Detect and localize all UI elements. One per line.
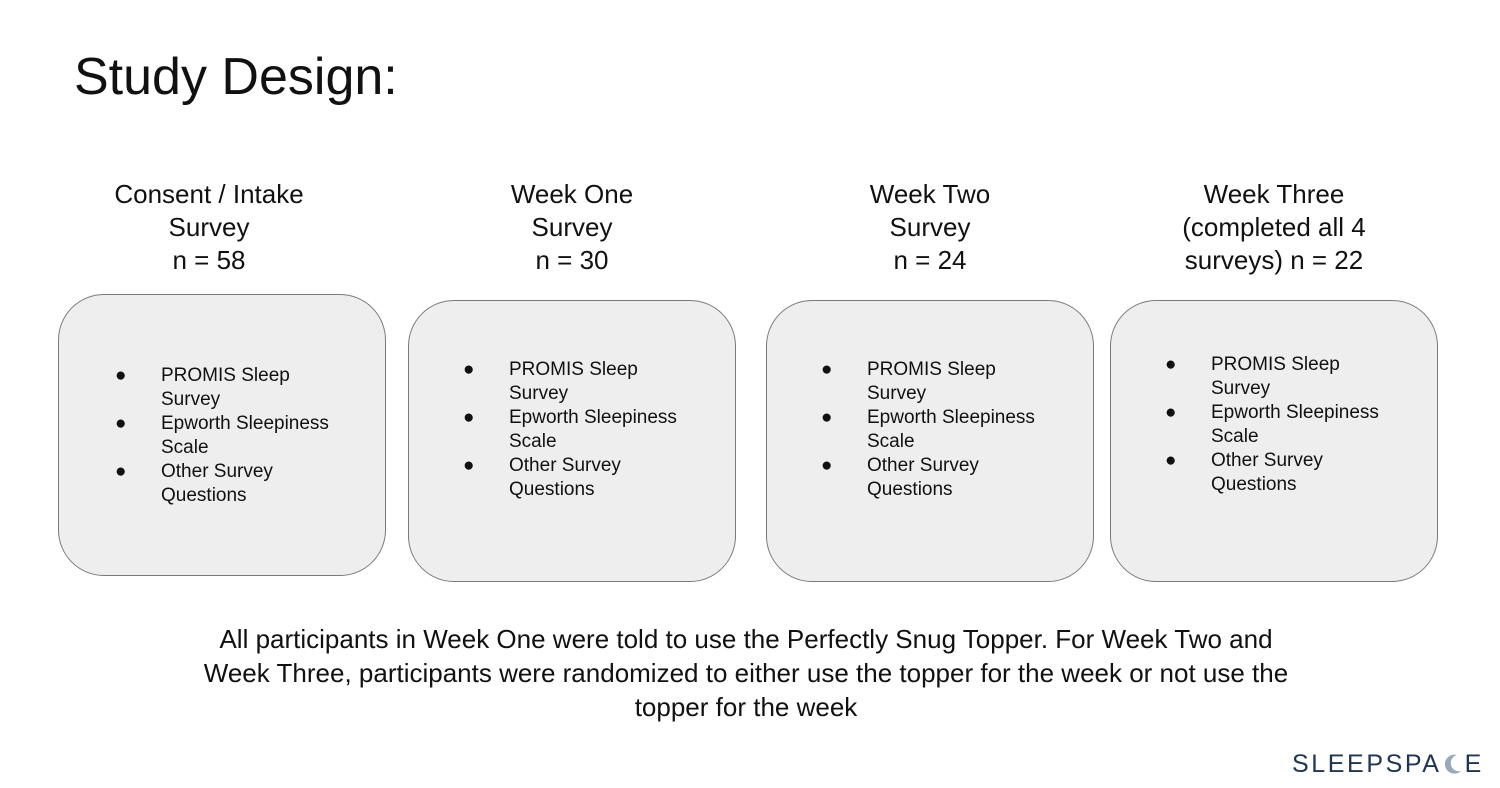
list-item: ● Other Survey Questions [821, 455, 979, 500]
stage-box-week-one [408, 300, 736, 582]
bullet-icon: ● [1165, 354, 1177, 375]
list-item: ● PROMIS Sleep Survey [463, 359, 638, 404]
list-item: ● PROMIS Sleep Survey [115, 365, 290, 410]
slide-title: Study Design: [74, 48, 398, 106]
list-item: ● PROMIS Sleep Survey [821, 359, 996, 404]
stage-heading-week-one: Week One Survey n = 30 [510, 179, 634, 275]
bullet-icon: ● [463, 407, 475, 428]
list-item: ● Other Survey Questions [115, 461, 273, 506]
brand-logo-text: SLEEPSPA [1292, 749, 1442, 778]
stage-heading-week-two: Week Two Survey n = 24 [869, 179, 991, 275]
list-item: ● Epworth Sleepiness Scale [1165, 402, 1379, 447]
stage-heading-week-three: Week Three (completed all 4 surveys) n = 22 [1182, 179, 1366, 275]
bullet-icon: ● [115, 461, 127, 482]
stage-box-intake [58, 294, 386, 576]
bullet-icon: ● [115, 413, 127, 434]
list-item: ● Other Survey Questions [1165, 450, 1323, 495]
stage-heading-intake: Consent / Intake Survey n = 58 [114, 179, 304, 275]
list-item: ● Epworth Sleepiness Scale [115, 413, 329, 458]
bullet-icon: ● [821, 455, 833, 476]
stage-box-week-two [766, 300, 1094, 582]
survey-list [111, 364, 341, 508]
list-item: ● Epworth Sleepiness Scale [821, 407, 1035, 452]
moon-icon [1443, 753, 1463, 775]
bullet-icon: ● [463, 455, 475, 476]
survey-list [459, 358, 689, 502]
list-item: ● PROMIS Sleep Survey [1165, 354, 1340, 399]
survey-list [1161, 353, 1391, 497]
list-item: ● Other Survey Questions [463, 455, 621, 500]
bullet-icon: ● [1165, 402, 1177, 423]
brand-logo [1292, 746, 1484, 782]
survey-list [817, 358, 1047, 502]
bullet-icon: ● [1165, 450, 1177, 471]
brand-logo-text-end: E [1464, 749, 1484, 778]
study-footnote: All participants in Week One were told to use the Perfectly Snug Topper. For Week Two and Week Three, participants were randomized to either use the topper for the week or not use the topper for the week [203, 624, 1289, 722]
list-item: ● Epworth Sleepiness Scale [463, 407, 677, 452]
bullet-icon: ● [115, 365, 127, 386]
stage-box-week-three [1110, 300, 1438, 582]
bullet-icon: ● [821, 359, 833, 380]
bullet-icon: ● [463, 359, 475, 380]
bullet-icon: ● [821, 407, 833, 428]
